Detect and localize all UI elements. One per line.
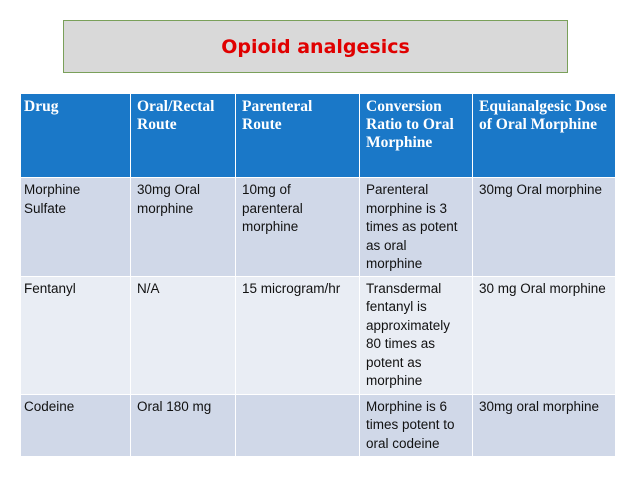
cell-equianalgesic: 30mg oral morphine [473, 394, 616, 456]
cell-oral-rectal: N/A [131, 276, 236, 394]
cell-drug: Fentanyl [21, 276, 131, 394]
header-equianalgesic-dose: Equianalgesic Dose of Oral Morphine [473, 94, 616, 178]
table-row-fentanyl [21, 276, 616, 394]
cell-drug: Codeine [21, 394, 131, 456]
cell-equianalgesic: 30 mg Oral morphine [473, 276, 616, 394]
table-header-row [21, 94, 616, 178]
opioid-table [20, 93, 616, 457]
cell-conversion: Transdermal fentanyl is approximately 80 times as potent as morphine [360, 276, 473, 394]
cell-oral-rectal: Oral 180 mg [131, 394, 236, 456]
cell-parenteral: 15 microgram/hr [236, 276, 360, 394]
header-oral-rectal-route: Oral/Rectal Route [131, 94, 236, 178]
title-box [63, 20, 568, 73]
header-drug: Drug [21, 94, 131, 178]
cell-conversion: Parenteral morphine is 3 times as potent as oral morphine [360, 178, 473, 277]
cell-parenteral [236, 394, 360, 456]
cell-oral-rectal: 30mg Oral morphine [131, 178, 236, 277]
cell-conversion: Morphine is 6 times potent to oral codeine [360, 394, 473, 456]
header-parenteral-route: Parenteral Route [236, 94, 360, 178]
cell-parenteral: 10mg of parenteral morphine [236, 178, 360, 277]
cell-equianalgesic: 30mg Oral morphine [473, 178, 616, 277]
table-row-morphine [21, 178, 616, 277]
table-row-codeine [21, 394, 616, 456]
slide-title: Opioid analgesics [221, 35, 410, 58]
cell-drug: Morphine Sulfate [21, 178, 131, 277]
header-conversion-ratio: Conversion Ratio to Oral Morphine [360, 94, 473, 178]
